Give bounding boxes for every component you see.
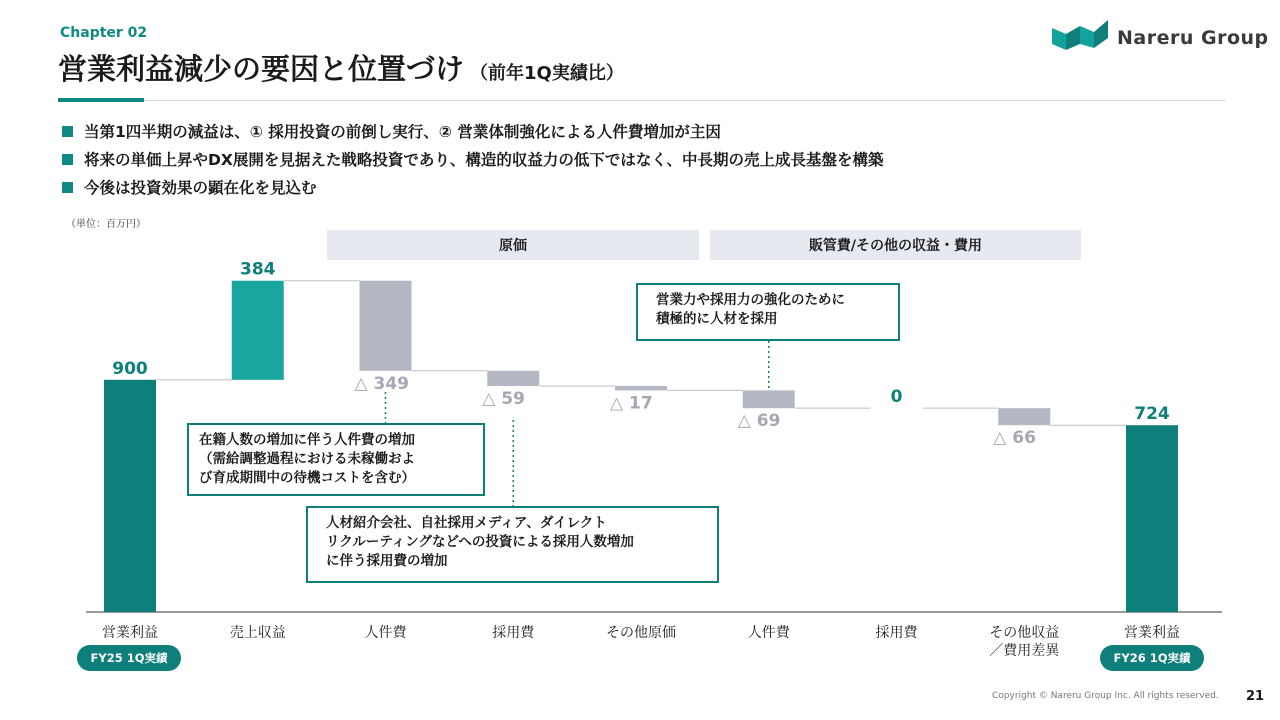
category-label: 売上収益 (229, 625, 286, 641)
category-label: その他原価 (606, 625, 676, 641)
waterfall-bar (743, 390, 795, 408)
page-number: 21 (1246, 689, 1265, 704)
value-label: △ 69 (737, 411, 781, 432)
waterfall-bar (998, 408, 1050, 425)
value-label: △ 349 (354, 373, 409, 394)
callout-personnel-cost: 在籍人数の増加に伴う人件費の増加 （需給調整過程における未稼働およ び育成期間中の待機コストを含む） (187, 423, 485, 496)
category-label: 営業利益 (102, 625, 158, 641)
bullet-text: 今後は投資効果の顕在化を見込む (84, 179, 317, 197)
chapter-label: Chapter 02 (60, 25, 148, 41)
waterfall-bar (487, 371, 539, 386)
value-label: △ 59 (482, 388, 525, 409)
period-badge-prev: FY25 1Q実績 (77, 645, 181, 671)
category-label: その他収益 (989, 625, 1060, 641)
page-title-sub: （前年1Q実績比） (470, 63, 624, 84)
page-title-main: 営業利益減少の要因と位置づけ (58, 52, 465, 86)
period-badge-curr: FY26 1Q実績 (1100, 645, 1204, 671)
category-label: 採用費 (492, 625, 535, 641)
value-label: 900 (112, 358, 148, 379)
value-label: △ 17 (610, 393, 653, 414)
waterfall-bar (360, 281, 412, 371)
value-label: 384 (240, 259, 276, 280)
value-label: △ 66 (993, 428, 1036, 449)
bullet-text: 将来の単価上昇やDX展開を見据えた戦略投資であり、構造的収益力の低下ではなく、中長期の売上成長基盤を構築 (84, 151, 884, 169)
category-label: 人件費 (747, 625, 790, 641)
group-header-sga: 販管費/その他の収益・費用 (710, 230, 1081, 260)
waterfall-bar (1126, 425, 1178, 612)
logo-text: Nareru Group (1117, 27, 1269, 49)
waterfall-bar (104, 380, 156, 612)
bullet-text: 当第1四半期の減益は、① 採用投資の前倒し実行、② 営業体制強化による人件費増加が主因 (84, 123, 721, 141)
category-label: 採用費 (875, 625, 918, 641)
category-label: ／費用差異 (989, 643, 1060, 659)
category-label: 人件費 (364, 625, 407, 641)
category-label: 営業利益 (1124, 625, 1180, 641)
waterfall-bar (232, 281, 284, 380)
callout-recruiting: 人材紹介会社、自社採用メディア、ダイレクト リクルーティングなどへの投資による採用人数増加 に伴う採用費の増加 (306, 506, 719, 583)
callout-sales-force: 営業力や採用力の強化のために 積極的に人材を採用 (636, 283, 900, 341)
group-header-cost: 原価 (327, 230, 699, 260)
copyright-text: Copyright © Nareru Group Inc. All rights reserved. (992, 691, 1219, 701)
value-label: 0 (890, 387, 903, 408)
value-label: 724 (1134, 404, 1170, 425)
waterfall-bar (615, 386, 667, 390)
unit-label: （単位：百万円） (66, 219, 146, 230)
